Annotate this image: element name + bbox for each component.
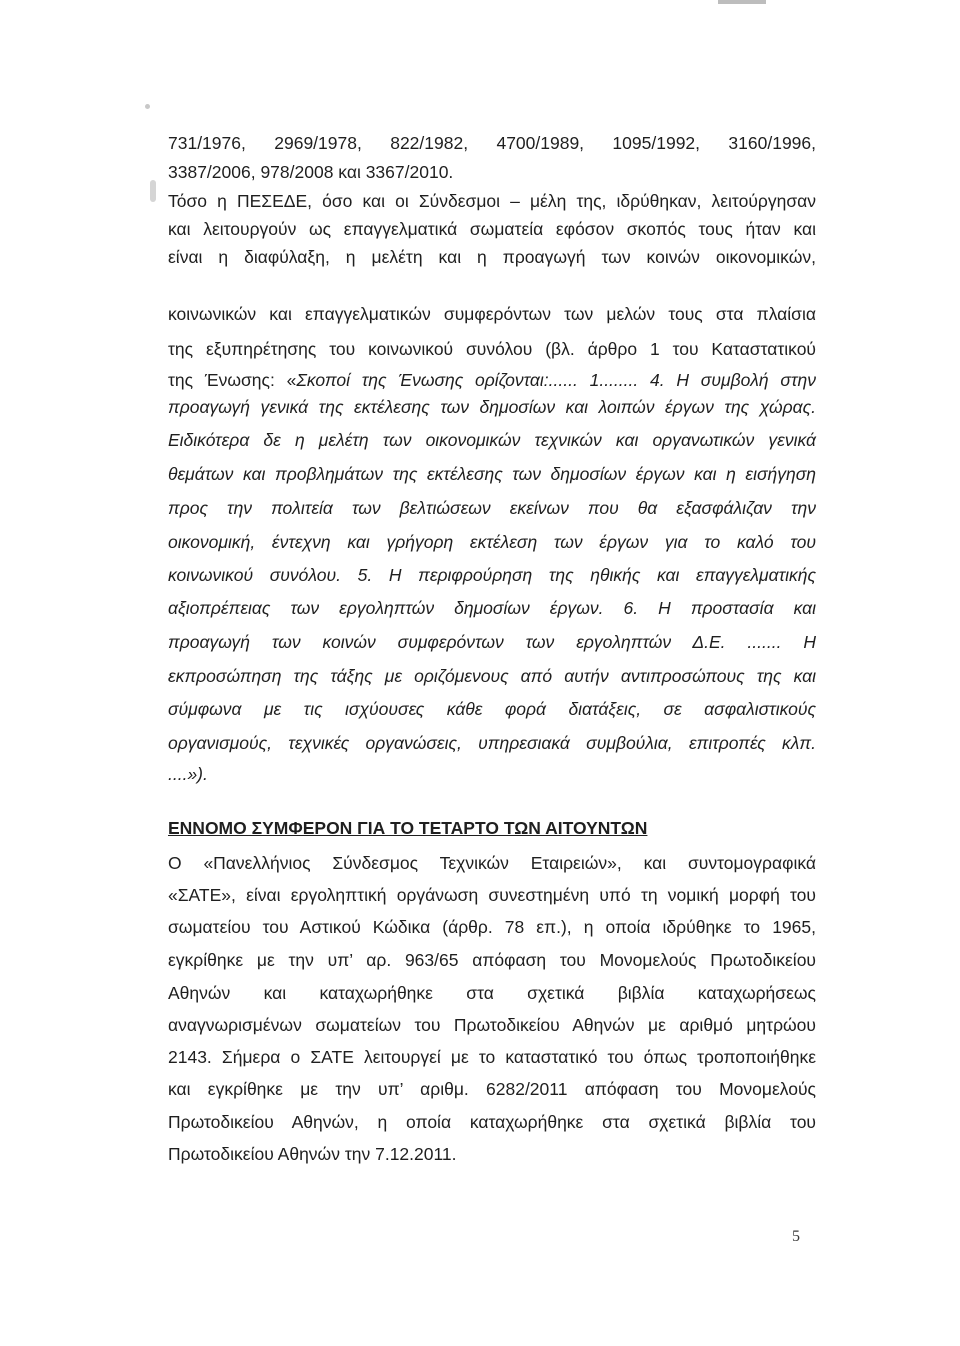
text-line-top-2: 3387/2006, 978/2008 και 3367/2010. bbox=[168, 162, 454, 182]
para1-line-14: προαγωγή των κοινών συμφερόντων των εργοληπτών Δ.Ε. ....... Η bbox=[168, 632, 816, 652]
text-line-top-1: 731/1976, 2969/1978, 822/1982, 4700/1989, 1095/1992, 3160/1996, bbox=[168, 133, 816, 153]
para1-line-17: οργανισμούς, τεχνικές οργανώσεις, υπηρεσιακά συμβούλια, επιτροπές κλπ. bbox=[168, 733, 816, 753]
para1-line-8: Ειδικότερα δε η μελέτη των οικονομικών τεχνικών και οργανωτικών γενικά bbox=[168, 430, 816, 450]
para2-line-6: αναγνωρισμένων σωματείων του Πρωτοδικείου Αθηνών με αριθμό μητρώου bbox=[168, 1015, 816, 1035]
para2-line-5: Αθηνών και καταχωρήθηκε στα σχετικά βιβλία καταχωρήσεως bbox=[168, 983, 816, 1003]
scan-artifact-left-1 bbox=[145, 104, 150, 109]
para2-line-2: «ΣΑΤΕ», είναι εργοληπτική οργάνωση συνεστημένη υπό τη νομική μορφή του bbox=[168, 885, 816, 905]
para1-line-5: της εξυπηρέτησης του κοινωνικού συνόλου (βλ. άρθρο 1 του Καταστατικού bbox=[168, 339, 816, 359]
scan-artifact-left-2 bbox=[150, 180, 156, 202]
para1-line-3: είναι η διαφύλαξη, η μελέτη και η προαγωγή των κοινών οικονομικών, bbox=[168, 247, 816, 267]
para1-line-1: Τόσο η ΠΕΣΕΔΕ, όσο και οι Σύνδεσμοι – μέλη της, ιδρύθηκαν, λειτούργησαν bbox=[168, 191, 816, 211]
para1-line-6-normal: της Ένωσης: « bbox=[168, 370, 297, 390]
para2-line-3: σωματείου του Αστικού Κώδικα (άρθρ. 78 επ.), η οποία ιδρύθηκε το 1965, bbox=[168, 917, 816, 937]
para2-line-10: Πρωτοδικείου Αθηνών την 7.12.2011. bbox=[168, 1144, 457, 1164]
para2-line-8: και εγκρίθηκε με την υπ’ αριθμ. 6282/2011 απόφαση του Μονομελούς bbox=[168, 1079, 816, 1099]
para2-line-9: Πρωτοδικείου Αθηνών, η οποία καταχωρήθηκε στα σχετικά βιβλία του bbox=[168, 1112, 816, 1132]
para1-line-10: προς την πολιτεία των βελτιώσεων εκείνων που θα εξασφάλιζαν την bbox=[168, 498, 816, 518]
para1-line-7: προαγωγή γενικά της εκτέλεσης των δημοσίων και λοιπών έργων της χώρας. bbox=[168, 397, 816, 417]
para1-line-9: θεμάτων και προβλημάτων της εκτέλεσης των δημοσίων έργων και η εισήγηση bbox=[168, 464, 816, 484]
para1-line-6 bbox=[168, 368, 816, 392]
para1-line-13: αξιοπρέπειας των εργοληπτών δημοσίων έργων. 6. Η προστασία και bbox=[168, 598, 816, 618]
para2-line-7: 2143. Σήμερα ο ΣΑΤΕ λειτουργεί με το καταστατικό του όπως τροποποιήθηκε bbox=[168, 1047, 816, 1067]
para2-line-4: εγκρίθηκε με την υπ’ αρ. 963/65 απόφαση του Μονομελούς Πρωτοδικείου bbox=[168, 950, 816, 970]
para1-line-2: και λειτουργούν ως επαγγελματικά σωματεία εφόσον σκοπός τους ήταν και bbox=[168, 219, 816, 239]
para1-line-12: κοινωνικού συνόλου. 5. Η περιφρούρηση της ηθικής και επαγγελματικής bbox=[168, 565, 816, 585]
section-heading: ΕΝΝΟΜΟ ΣΥΜΦΕΡΟΝ ΓΙΑ ΤΟ ΤΕΤΑΡΤΟ ΤΩΝ ΑΙΤΟΥΝΤΩΝ bbox=[168, 818, 648, 838]
para1-line-4: κοινωνικών και επαγγελματικών συμφερόντων των μελών τους στα πλαίσια bbox=[168, 304, 816, 324]
scan-artifact-top bbox=[718, 0, 766, 4]
para2-line-1: Ο «Πανελλήνιος Σύνδεσμος Τεχνικών Εταιρειών», και συντομογραφικά bbox=[168, 853, 816, 873]
para1-line-15: εκπροσώπηση της τάξης με οριζόμενους από αυτήν αντιπροσώπους της και bbox=[168, 666, 816, 686]
para1-line-16: σύμφωνα με τις ισχύουσες κάθε φορά διατάξεις, σε ασφαλιστικούς bbox=[168, 699, 816, 719]
para1-line-11: οικονομική, έντεχνη και γρήγορη εκτέλεση των έργων για το καλό του bbox=[168, 532, 816, 552]
para1-line-6-italic: Σκοποί της Ένωσης ορίζονται:...... 1........ 4. Η συμβολή στην bbox=[296, 370, 816, 390]
page-number: 5 bbox=[792, 1228, 800, 1245]
para1-line-18: ....»). bbox=[168, 764, 208, 784]
